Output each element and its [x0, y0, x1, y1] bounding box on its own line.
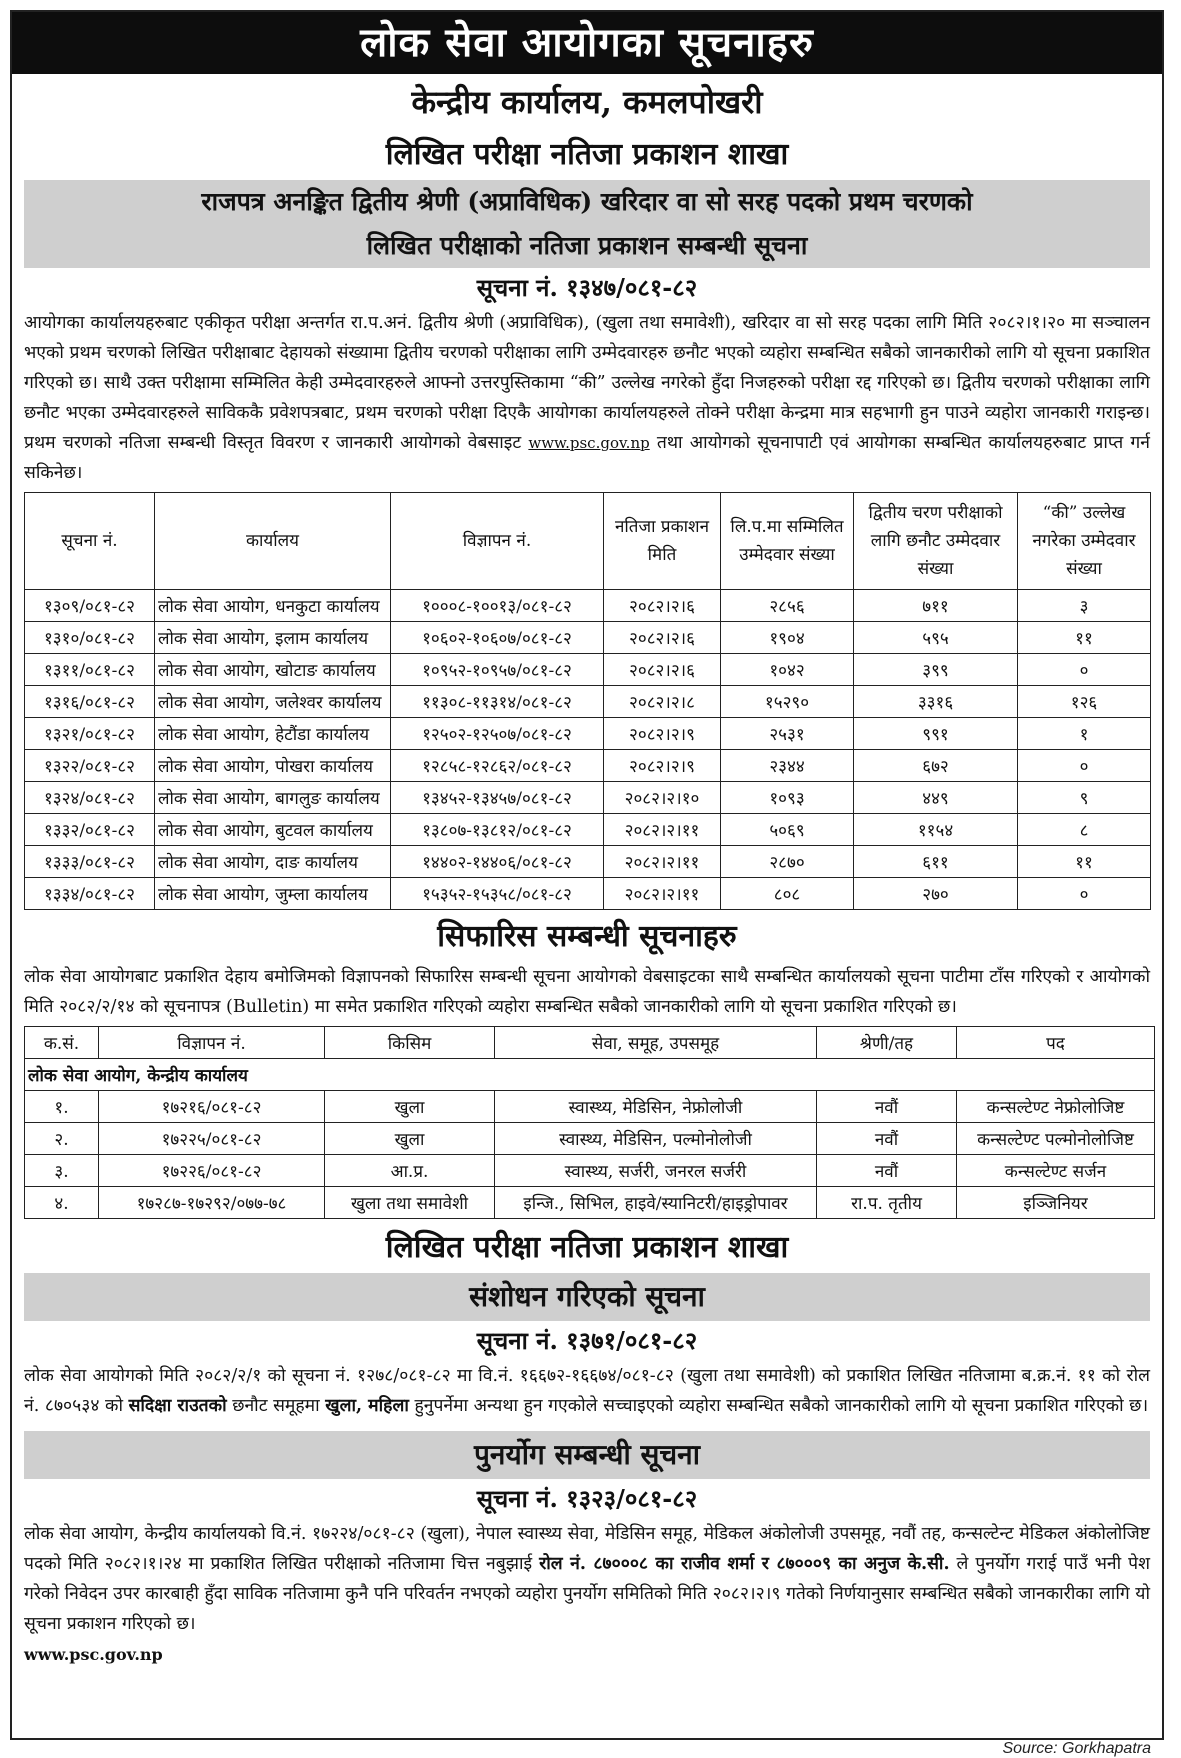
cell-publish-date: २०८२।२।६ [604, 654, 721, 686]
cell-ad-no: १७२२६/०८१-८२ [99, 1155, 325, 1187]
cell-office: लोक सेवा आयोग, जलेश्वर कार्यालय [155, 686, 391, 718]
cell-service-group: स्वास्थ्य, मेडिसिन, नेफ्रोलोजी [495, 1091, 817, 1123]
results-row [25, 590, 1151, 622]
correction-body-e: हुनुपर्नेमा अन्यथा हुन गएकोले सच्चाइएको व्यहोरा सम्बन्धित सबैको जानकारीको लागि यो सूचना प्रकाशित गरिएको छ। [414, 1396, 1149, 1416]
cell-notice-no: १३११/०८१-८२ [25, 654, 155, 686]
cell-publish-date: २०८२।२।१० [604, 782, 721, 814]
recommendation-group-row [25, 1059, 1155, 1091]
cell-sn: ३. [25, 1155, 99, 1187]
cell-appeared: १०४२ [721, 654, 854, 686]
cell-publish-date: २०८२।२।६ [604, 622, 721, 654]
col-header-publish-date: नतिजा प्रकाशन मिति [604, 493, 721, 590]
cell-notice-no: १३१०/०८१-८२ [25, 622, 155, 654]
cell-ad-no: १३८०७-१३८१२/०८१-८२ [391, 814, 604, 846]
banner-title: लोक सेवा आयोगका सूचनाहरु [12, 12, 1162, 74]
col-header-post: पद [957, 1027, 1155, 1059]
cell-appeared: १५२९० [721, 686, 854, 718]
recommendation-group-label: लोक सेवा आयोग, केन्द्रीय कार्यालय [25, 1059, 1155, 1091]
notice1-title-line1: राजपत्र अनङ्कित द्वितीय श्रेणी (अप्राविधिक) खरिदार वा सो सरह पदको प्रथम चरणको [201, 187, 973, 216]
reexam-title: पुनर्योग सम्बन्धी सूचना [24, 1431, 1150, 1479]
recommendation-title: सिफारिस सम्बन्धी सूचनाहरु [437, 919, 737, 954]
cell-sn: १. [25, 1091, 99, 1123]
cell-office: लोक सेवा आयोग, दाङ कार्यालय [155, 846, 391, 878]
cell-notice-no: १३३४/०८१-८२ [25, 878, 155, 910]
cell-selected: ३३१६ [854, 686, 1018, 718]
cell-ad-no: १३४५२-१३४५७/०८१-८२ [391, 782, 604, 814]
cell-post: कन्सल्टेण्ट नेफ्रोलोजिष्ट [957, 1091, 1155, 1123]
cell-appeared: १९०४ [721, 622, 854, 654]
cell-sn: ४. [25, 1187, 99, 1219]
cell-ad-no: ११३०८-११३१४/०८१-८२ [391, 686, 604, 718]
cell-service-group: इन्जि., सिभिल, हाइवे/स्यानिटरी/हाइड्रोपावर [495, 1187, 817, 1219]
cell-appeared: २८७० [721, 846, 854, 878]
notice1-body-part2: तथा आयोगको सूचनापाटी एवं आयोगका सम्बन्धित कार्यालयहरुबाट प्राप्त गर्न सकिनेछ। [24, 433, 1150, 483]
results-row [25, 622, 1151, 654]
col-header-type: किसिम [325, 1027, 495, 1059]
reexam-roll-names: रोल नं. ८७०००८ का राजीव शर्मा र ८७०००९ का अनुज के.सी. [539, 1554, 950, 1574]
cell-sn: २. [25, 1123, 99, 1155]
cell-level: नवौं [817, 1123, 957, 1155]
cell-selected: ६७२ [854, 750, 1018, 782]
cell-type: खुला तथा समावेशी [325, 1187, 495, 1219]
office-heading: केन्द्रीय कार्यालय, कमलपोखरी [411, 83, 763, 121]
cell-notice-no: १३२१/०८१-८२ [25, 718, 155, 750]
cell-level: रा.प. तृतीय [817, 1187, 957, 1219]
cell-no-key: ११ [1018, 622, 1151, 654]
cell-office: लोक सेवा आयोग, जुम्ला कार्यालय [155, 878, 391, 910]
cell-no-key: ० [1018, 654, 1151, 686]
notice1-number: सूचना नं. १३४७/०८१-८२ [476, 273, 698, 302]
cell-office: लोक सेवा आयोग, बुटवल कार्यालय [155, 814, 391, 846]
branch2-heading: लिखित परीक्षा नतिजा प्रकाशन शाखा [385, 1230, 789, 1265]
branch-heading: लिखित परीक्षा नतिजा प्रकाशन शाखा [385, 137, 789, 172]
cell-ad-no: १४४०२-१४४०६/०८१-८२ [391, 846, 604, 878]
col-header-notice-no: सूचना नं. [25, 493, 155, 590]
cell-selected: ७११ [854, 590, 1018, 622]
notice1-body-part1: आयोगका कार्यालयहरुबाट एकीकृत परीक्षा अन्तर्गत रा.प.अनं. द्वितीय श्रेणी (अप्राविधिक), (खुला तथा समावेशी), खरिदार वा सो सरह पदका लागि मिति २०८२।१।२० मा सञ्चालन भएको प्रथम चरणको लिखित परीक्षाबाट देहायको संख्यामा द्वितीय चरणको परीक्षाका लागि उम्मेदवारहरु छनौट भएको व्यहोरा सम्बन्धित सबैको जानकारीको लागि यो सूचना प्रकाशित गरिएको छ। साथै उक्त परीक्षामा सम्मिलित केही उम्मेदवारहरुले आफ्नो उत्तरपुस्तिकामा “की” उल्लेख नगरेको हुँदा निजहरुको परीक्षा रद्द गरिएको छ। द्वितीय चरणको परीक्षाका लागि छनौट भएका उम्मेदवारहरुले साविककै प्रवेशपत्रबाट, प्रथम चरणको परीक्षा दिएकै आयोगका कार्यालयहरुले तोक्ने परीक्षा केन्द्रमा मात्र सहभागी हुन पाउने व्यहोरा जानकारी गराइन्छ। प्रथम चरणको नतिजा सम्बन्धी विस्तृत विवरण र जानकारी आयोगको वेबसाइट [24, 313, 1151, 453]
col-header-no-key: “की” उल्लेख नगरेका उम्मेदवार संख्या [1018, 493, 1151, 590]
cell-office: लोक सेवा आयोग, हेटौंडा कार्यालय [155, 718, 391, 750]
recommendation-row [25, 1187, 1155, 1219]
cell-publish-date: २०८२।२।११ [604, 878, 721, 910]
notice-page [10, 10, 1164, 1740]
cell-ad-no: १०६०२-१०६०७/०८१-८२ [391, 622, 604, 654]
cell-office: लोक सेवा आयोग, इलाम कार्यालय [155, 622, 391, 654]
cell-ad-no: १७२२५/०८१-८२ [99, 1123, 325, 1155]
results-row [25, 782, 1151, 814]
cell-ad-no: १०९५२-१०९५७/०८१-८२ [391, 654, 604, 686]
cell-appeared: २३४४ [721, 750, 854, 782]
cell-no-key: १ [1018, 718, 1151, 750]
cell-notice-no: १३२४/०८१-८२ [25, 782, 155, 814]
cell-ad-no: १५३५२-१५३५८/०८१-८२ [391, 878, 604, 910]
cell-no-key: ८ [1018, 814, 1151, 846]
cell-office: लोक सेवा आयोग, धनकुटा कार्यालय [155, 590, 391, 622]
results-header-row [25, 493, 1151, 590]
cell-notice-no: १३२२/०८१-८२ [25, 750, 155, 782]
results-row [25, 878, 1151, 910]
col-header-level: श्रेणी/तह [817, 1027, 957, 1059]
recommendation-row [25, 1091, 1155, 1123]
col-header-selected: द्वितीय चरण परीक्षाको लागि छनौट उम्मेदवार संख्या [854, 493, 1018, 590]
footer-website-link[interactable]: www.psc.gov.np [24, 1645, 163, 1664]
notice1-title-box [24, 180, 1150, 268]
correction-name: सदिक्षा राउतको [128, 1396, 227, 1416]
reexam-body [12, 1519, 1162, 1639]
col-header-appeared: लि.प.मा सम्मिलित उम्मेदवार संख्या [721, 493, 854, 590]
recommendation-row [25, 1123, 1155, 1155]
cell-ad-no: १७२८७-१७२९२/०७७-७८ [99, 1187, 325, 1219]
col-header-sn: क.सं. [25, 1027, 99, 1059]
results-row [25, 814, 1151, 846]
cell-no-key: १२६ [1018, 686, 1151, 718]
cell-ad-no: १२५०२-१२५०७/०८१-८२ [391, 718, 604, 750]
reexam-body-c: ले पुनर्योग गराई पाउँ भनी पेश गरेको निवेदन उपर कारबाही हुँदा साविक नतिजामा कुनै पनि परिवर्तन नभएको व्यहोरा पुनर्योग समितिको मिति २०८२।२।९ गतेको निर्णयानुसार सम्बन्धित सबैको जानकारीका लागि यो सूचना प्रकाशन गरिएको छ। [24, 1554, 1150, 1634]
cell-appeared: २५३१ [721, 718, 854, 750]
cell-selected: ६११ [854, 846, 1018, 878]
cell-notice-no: १३१६/०८१-८२ [25, 686, 155, 718]
cell-type: खुला [325, 1091, 495, 1123]
correction-number: सूचना नं. १३७१/०८१-८२ [476, 1326, 698, 1355]
col-header-office: कार्यालय [155, 493, 391, 590]
correction-body-a: लोक सेवा आयोगको मिति २०८२/२/१ को सूचना नं. १२७८/०८१-८२ मा वि.नं. १६६७२-१६६७४/०८१-८२ (खुला तथा समावेशी) को प्रकाशित लिखित नतिजामा ब.क्र.नं. ११ को रोल नं. ८७०५३४ को [24, 1366, 1150, 1416]
cell-notice-no: १३३३/०८१-८२ [25, 846, 155, 878]
recommendation-body: लोक सेवा आयोगबाट प्रकाशित देहाय बमोजिमको विज्ञापनको सिफारिस सम्बन्धी सूचना आयोगको वेबसाइटका साथै सम्बन्धित कार्यालयको सूचना पाटीमा टाँस गरिएको र आयोगको मिति २०८२/२/१४ को सूचनापत्र (Bulletin) मा समेत प्रकाशित गरिएको व्यहोरा सम्बन्धित सबैको जानकारीको लागि यो सूचना प्रकाशित गरिएको छ। [24, 967, 1150, 1017]
cell-publish-date: २०८२।२।११ [604, 814, 721, 846]
cell-service-group: स्वास्थ्य, मेडिसिन, पल्मोनोलोजी [495, 1123, 817, 1155]
source-credit: Source: Gorkhapatra [1002, 1740, 1151, 1757]
cell-office: लोक सेवा आयोग, खोटाङ कार्यालय [155, 654, 391, 686]
cell-publish-date: २०८२।२।८ [604, 686, 721, 718]
cell-notice-no: १३३२/०८१-८२ [25, 814, 155, 846]
recommendation-row [25, 1155, 1155, 1187]
cell-level: नवौं [817, 1155, 957, 1187]
results-table [24, 492, 1151, 910]
cell-ad-no: १०००८-१००१३/०८१-८२ [391, 590, 604, 622]
cell-notice-no: १३०९/०८१-८२ [25, 590, 155, 622]
cell-publish-date: २०८२।२।११ [604, 846, 721, 878]
cell-publish-date: २०८२।२।९ [604, 750, 721, 782]
cell-post: कन्सल्टेण्ट पल्मोनोलोजिष्ट [957, 1123, 1155, 1155]
cell-type: आ.प्र. [325, 1155, 495, 1187]
cell-no-key: ० [1018, 750, 1151, 782]
cell-publish-date: २०८२।२।९ [604, 718, 721, 750]
col-header-ad-no: विज्ञापन नं. [391, 493, 604, 590]
recommendation-table [24, 1026, 1155, 1219]
cell-ad-no: १२८५८-१२८६२/०८१-८२ [391, 750, 604, 782]
results-row [25, 686, 1151, 718]
cell-appeared: ८०८ [721, 878, 854, 910]
cell-selected: २७० [854, 878, 1018, 910]
cell-no-key: ० [1018, 878, 1151, 910]
cell-selected: ५९५ [854, 622, 1018, 654]
cell-appeared: १०९३ [721, 782, 854, 814]
cell-post: कन्सल्टेण्ट सर्जन [957, 1155, 1155, 1187]
notice1-body [12, 308, 1162, 488]
notice1-title-line2: लिखित परीक्षाको नतिजा प्रकाशन सम्बन्धी सूचना [366, 231, 808, 260]
reexam-body-a: लोक सेवा आयोग, केन्द्रीय कार्यालयको वि.नं. १७२२४/०८१-८२ (खुला), नेपाल स्वास्थ्य सेवा, मेडिसिन समूह, मेडिकल अंकोलोजी उपसमूह, नवौं तह, कन्सल्टेन्ट मेडिकल अंकोलोजिष्ट पदको मिति २०८२।१।२४ मा प्रकाशित लिखित परीक्षाको नतिजामा चित्त नबुझाई [24, 1524, 1150, 1574]
correction-body [12, 1361, 1162, 1421]
results-row [25, 718, 1151, 750]
results-row [25, 654, 1151, 686]
cell-no-key: ११ [1018, 846, 1151, 878]
col-header-service-group: सेवा, समूह, उपसमूह [495, 1027, 817, 1059]
cell-office: लोक सेवा आयोग, बागलुङ कार्यालय [155, 782, 391, 814]
cell-office: लोक सेवा आयोग, पोखरा कार्यालय [155, 750, 391, 782]
cell-post: इञ्जिनियर [957, 1187, 1155, 1219]
cell-no-key: ३ [1018, 590, 1151, 622]
correction-body-c: छनौट समूहमा [232, 1396, 320, 1416]
cell-appeared: ५०६९ [721, 814, 854, 846]
cell-service-group: स्वास्थ्य, सर्जरी, जनरल सर्जरी [495, 1155, 817, 1187]
cell-ad-no: १७२१६/०८१-८२ [99, 1091, 325, 1123]
correction-title: संशोधन गरिएको सूचना [24, 1273, 1150, 1321]
cell-selected: ३९९ [854, 654, 1018, 686]
col-header-ad-no: विज्ञापन नं. [99, 1027, 325, 1059]
recommendation-header-row [25, 1027, 1155, 1059]
cell-type: खुला [325, 1123, 495, 1155]
results-row [25, 750, 1151, 782]
cell-appeared: २८५६ [721, 590, 854, 622]
recommendation-table-body [25, 1059, 1155, 1219]
cell-no-key: ९ [1018, 782, 1151, 814]
reexam-number: सूचना नं. १३२३/०८१-८२ [476, 1484, 698, 1513]
cell-publish-date: २०८२।२।६ [604, 590, 721, 622]
cell-selected: ११५४ [854, 814, 1018, 846]
results-table-body [25, 590, 1151, 910]
cell-level: नवौं [817, 1091, 957, 1123]
results-row [25, 846, 1151, 878]
correction-group: खुला, महिला [325, 1396, 409, 1416]
cell-selected: ४४९ [854, 782, 1018, 814]
cell-selected: ९९१ [854, 718, 1018, 750]
notice1-website-link[interactable]: www.psc.gov.np [528, 434, 650, 452]
